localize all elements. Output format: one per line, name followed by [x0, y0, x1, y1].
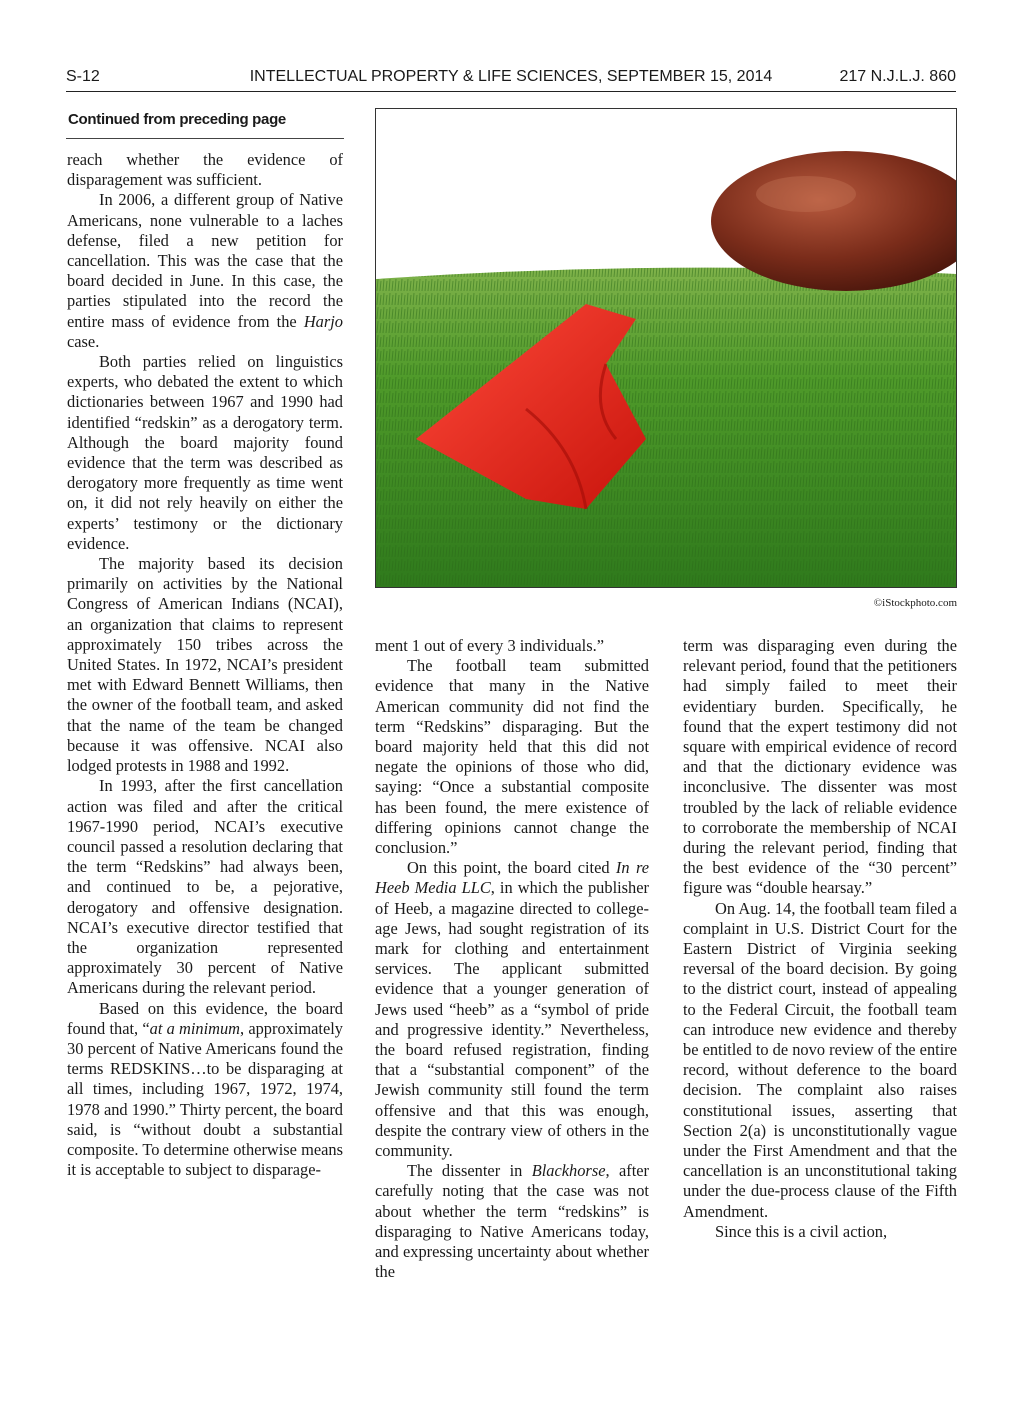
paragraph: In 1993, after the first cancellation action was filed and after the critical 1967-1990 period, NCAI’s executive council passed a resolution declaring that the term “Redskins” had always been, and continued to be, a pejorative, derogatory and offensive designation. NCAI’s executive director testified that the organization represented approximately 30 percent of Native Americans during the relevant period.	[67, 776, 343, 998]
paragraph: term was disparaging even during the relevant period, found that the petitioners had simply failed to meet their evidentiary burden. Specifically, he found that the expert testimony did not square with empirical evidence of record and that the dictionary evidence was inconclusive. The dissenter was most troubled by the lack of reliable evidence to corroborate the membership of NCAI during the relevant period, finding that the best evidence of the “30 percent” figure was “double hearsay.”	[683, 636, 957, 898]
football-photo	[375, 108, 957, 588]
paragraph: On Aug. 14, the football team filed a complaint in U.S. District Court for the Eastern District of Virginia seeking reversal of the board decision. By going to the district court, instead of appealing to the Federal Circuit, the football team can introduce new evidence and thereby be entitled to de novo review of the entire record, without deference to the board decision. The complaint also raises constitutional issues, asserting that Section 2(a) is unconstitutionally vague under the First Amendment and that the cancellation is an unconstitutional taking under the due-process clause of the Fifth Amendment.	[683, 898, 957, 1221]
column-1	[67, 150, 343, 1180]
paragraph: ment 1 out of every 3 individuals.”	[375, 636, 604, 655]
citation: 217 N.J.L.J. 860	[839, 68, 956, 85]
header-rule	[66, 91, 956, 92]
column-3	[683, 636, 957, 1242]
page-number: S-12	[66, 68, 100, 85]
paragraph: The football team submitted evidence that many in the Native American community did not find the term “Redskins” disparaging. But the board majority held that this did not negate the opinions of those who did, saying: “Once a substantial composite has been found, the mere existence of differing opinions cannot change the conclusion.”	[375, 656, 649, 858]
photo-credit: ©iStockphoto.com	[873, 597, 957, 609]
paragraph: The dissenter in Blackhorse, after carefully noting that the case was not about whether the term “redskins” is disparaging to Native Americans today, and expressing uncertainty about whether the	[375, 1161, 649, 1282]
paragraph: In 2006, a different group of Native Americans, none vulnerable to a laches defense, filed a new petition for cancellation. This was the case that the board decided in June. In this case, the parties stipulated into the record the entire mass of evidence from the Harjo case.	[67, 190, 343, 351]
publication-title: INTELLECTUAL PROPERTY & LIFE SCIENCES, SEPTEMBER 15, 2014	[249, 68, 773, 85]
continued-rule	[66, 138, 344, 139]
paragraph: The majority based its decision primarily on activities by the National Congress of American Indians (NCAI), an organization that claims to represent approximately 150 tribes across the United States. In 1972, NCAI’s president met with Edward Bennett Williams, then the owner of the football team, and asked that the name of the team be changed because it was offensive. NCAI also lodged protests in 1988 and 1992.	[67, 554, 343, 776]
continued-label: Continued from preceding page	[68, 111, 286, 128]
paragraph: Since this is a civil action,	[715, 1221, 888, 1241]
paragraph: Both parties relied on linguistics experts, who debated the extent to which dictionaries between 1967 and 1990 had identified “redskin” as a derogatory term. Although the board majority found evidence that the term was described as derogatory more frequently as time went on, it did not rely heavily on either the experts’ testimony or the dictionary evidence.	[67, 352, 343, 553]
paragraph: On this point, the board cited In re Heeb Media LLC, in which the publisher of Heeb, a magazine directed to college-age Jews, had sought registration of its mark for clothing and entertainment services. The applicant submitted evidence that a younger generation of Jews used “heeb” as a “symbol of pride and progressive identity.” Nevertheless, the board refused registration, finding that a “substantial component” of the Jewish community still found the term offensive and that this was enough, despite the contrary view of others in the community.	[375, 858, 649, 1161]
football-flag-illustration	[376, 109, 956, 587]
paragraph: reach whether the evidence of disparagement was sufficient.	[67, 150, 343, 190]
column-2	[375, 636, 649, 1283]
paragraph: Based on this evidence, the board found that, “at a minimum, approximately 30 percent of Native Americans found the terms REDSKINS…to be disparaging at all times, including 1967, 1972, 1974, 1978 and 1990.” Thirty percent, the board said, is “without doubt a substantial composite. To determine otherwise means it is acceptable to subject to disparage-	[67, 998, 343, 1180]
running-header	[66, 68, 956, 90]
